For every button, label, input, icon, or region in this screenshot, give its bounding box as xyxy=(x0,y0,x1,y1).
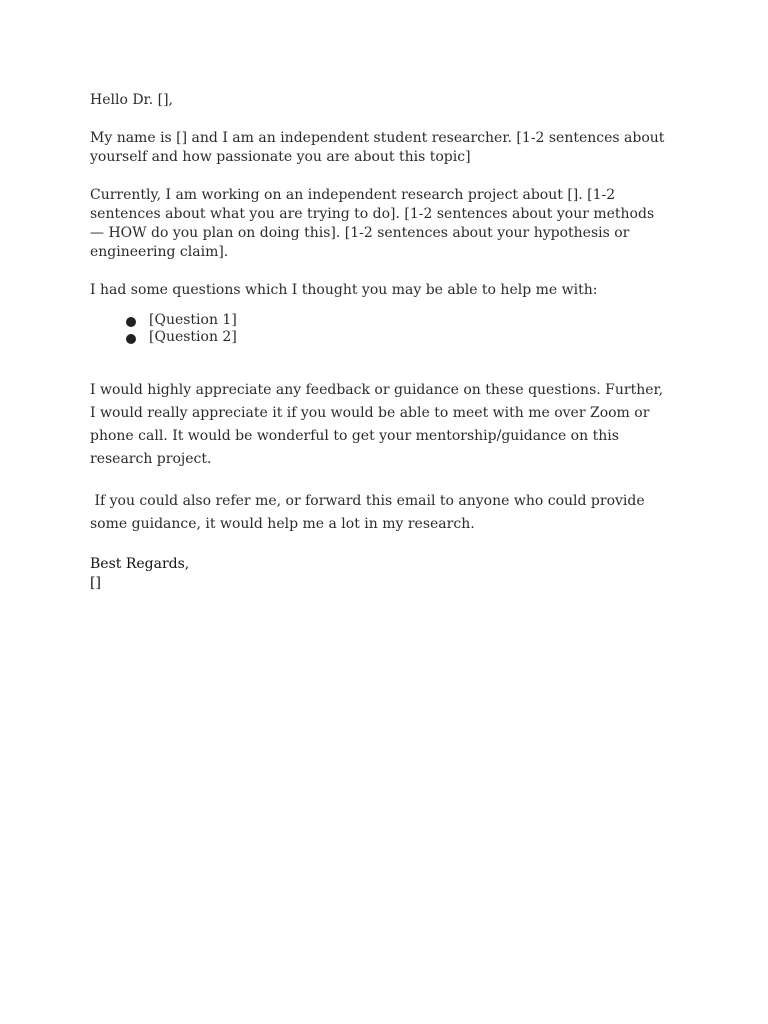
bullet-icon xyxy=(126,317,136,327)
list-item xyxy=(90,312,670,329)
signature-line: [] xyxy=(90,575,101,591)
question-text: [Question 1] xyxy=(149,312,237,328)
project-paragraph: Currently, I am working on an independent research project about []. [1-2 sentences about what you are trying to do]. [1-2 sentences about your methods — HOW do you plan on doing this]. [1-2 sentences about your hypothesis or engineering claim]. xyxy=(90,187,655,260)
appreciation-paragraph: I would highly appreciate any feedback or guidance on these questions. Further, I would really appreciate it if you would be able to meet with me over Zoom or phone call. It would be wonderful to get your mentorship/guidance on this research project. xyxy=(90,382,664,467)
bullet-icon xyxy=(126,334,136,344)
email-letter-body xyxy=(90,91,670,593)
list-item xyxy=(90,329,670,346)
greeting-line: Hello Dr. [], xyxy=(90,92,173,108)
questions-lead-line: I had some questions which I thought you may be able to help me with: xyxy=(90,282,598,298)
question-text: [Question 2] xyxy=(149,329,237,345)
questions-list xyxy=(90,312,670,346)
referral-paragraph: If you could also refer me, or forward this email to anyone who could provide some guidance, it would help me a lot in my research. xyxy=(90,493,650,532)
intro-paragraph: My name is [] and I am an independent student researcher. [1-2 sentences about yourself and how passionate you are about this topic] xyxy=(90,130,665,165)
sign-off-line: Best Regards, xyxy=(90,556,190,572)
